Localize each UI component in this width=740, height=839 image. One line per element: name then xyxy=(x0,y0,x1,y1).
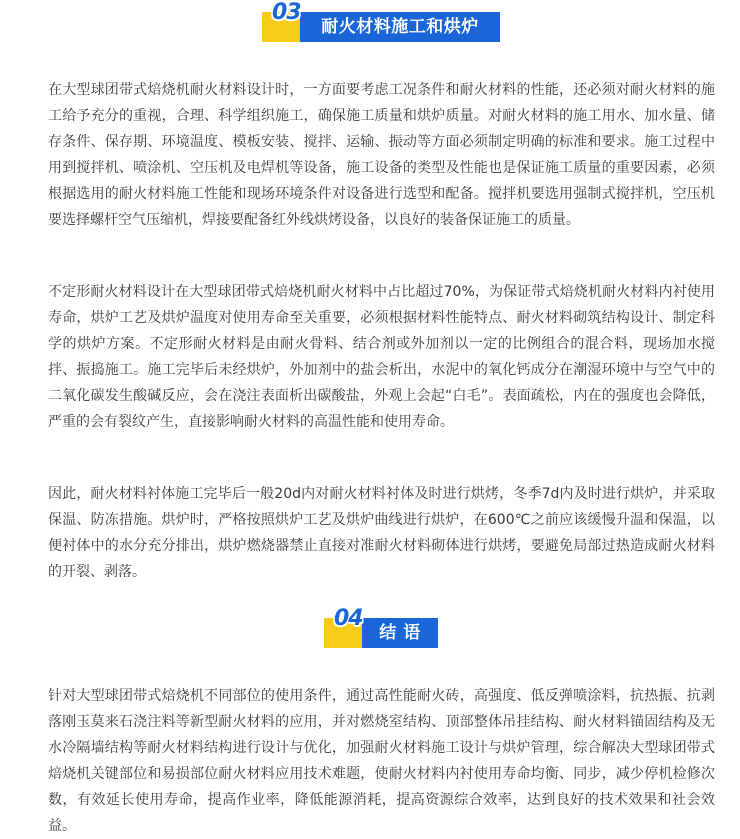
paragraph-4-1: 针对大型球团带式焙烧机不同部位的使用条件，通过高性能耐火砖，高强度、低反弹喷涂料，抗热振、抗剥落刚玉莫来石浇注料等新型耐火材料的应用，并对燃烧室结构、顶部整体吊挂结构、耐火材料锚固结构及无水冷隔墙结构等耐火材料结构进行设计与优化，加强耐火材料施工设计与烘炉管理，综合解决大型球团带式焙烧机关键部位和易损部位耐火材料应用技术难题，使耐火材料内衬使用寿命均衡、同步，减少停机检修次数，有效延长使用寿命，提高作业率，降低能源消耗，提高资源综合效率，达到良好的技术效果和社会效益。 xyxy=(48,688,715,834)
section-number-04: 04 xyxy=(334,606,363,631)
paragraph-3-1: 在大型球团带式焙烧机耐火材料设计时，一方面要考虑工况条件和耐火材料的性能，还必须对耐火材料的施工给予充分的重视，合理、科学组织施工，确保施工质量和烘炉质量。对耐火材料的施工用水、加水量、储存条件、保存期、环境温度、模板安装、搅拌、运输、振动等方面必须制定明确的标准和要求。施工过程中用到搅拌机、喷涂机、空压机及电焊机等设备，施工设备的类型及性能也是保证施工质量的重要因素，必须根据选用的耐火材料施工性能和现场环境条件对设备进行选型和配备。搅拌机要选用强制式搅拌机，空压机要选择螺杆空气压缩机，焊接要配备红外线烘烤设备，以良好的装备保证施工的质量。 xyxy=(48,82,715,228)
section-number-03: 03 xyxy=(272,0,301,25)
section-title-03: 耐火材料施工和烘炉 xyxy=(300,12,500,42)
section-header-03 xyxy=(262,2,502,46)
section-title-04: 结 语 xyxy=(362,618,438,648)
paragraph-3-3: 因此，耐火材料衬体施工完毕后一般20d内对耐火材料衬体及时进行烘烤，冬季7d内及时进行烘炉，并采取保温、防冻措施。烘炉时，严格按照烘炉工艺及烘炉曲线进行烘炉，在600℃之前应该缓慢升温和保温，以便衬体中的水分充分排出，烘炉燃烧器禁止直接对准耐火材料砌体进行烘烤，要避免局部过热造成耐火材料的开裂、剥落。 xyxy=(48,486,715,580)
section-header-04 xyxy=(324,608,440,652)
paragraph-3-2: 不定形耐火材料设计在大型球团带式焙烧机耐火材料中占比超过70%，为保证带式焙烧机耐火材料内衬使用寿命，烘炉工艺及烘炉温度对使用寿命至关重要，必须根据材料性能特点、耐火材料砌筑结构设计、制定科学的烘炉方案。不定形耐火材料是由耐火骨料、结合剂或外加剂以一定的比例组合的混合料，现场加水搅拌、振捣施工。施工完毕后未经烘炉，外加剂中的盐会析出，水泥中的氧化钙成分在潮湿环境中与空气中的二氧化碳发生酸碱反应，会在浇注表面析出碳酸盐，外观上会起“白毛”。表面疏松，内在的强度也会降低，严重的会有裂纹产生，直接影响耐火材料的高温性能和使用寿命。 xyxy=(48,284,715,430)
